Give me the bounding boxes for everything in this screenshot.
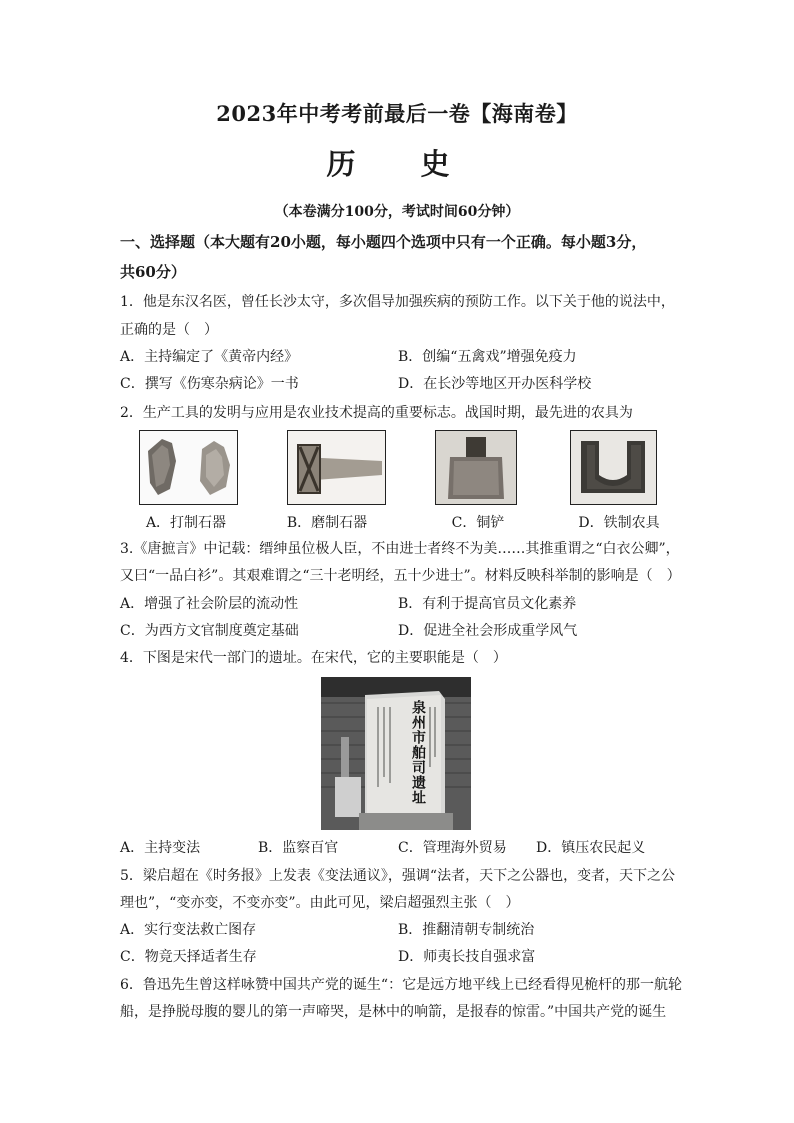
q3-stem-cont: 又曰“一品白衫”。其艰难谓之“三十老明经，五十少进士”。材料反映科举制的影响是（ ） bbox=[120, 568, 681, 584]
q3-option-d: D．促进全社会形成重学风气 bbox=[398, 623, 578, 639]
q1-stem: 1．他是东汉名医，曾任长沙太守，多次倡导加强疾病的预防工作。以下关于他的说法中， bbox=[120, 294, 675, 310]
q3-option-c: C．为西方文官制度奠定基础 bbox=[120, 623, 299, 639]
q2-option-c: C．铜铲 bbox=[451, 515, 505, 531]
q5-option-c: C．物竞天择适者生存 bbox=[120, 949, 257, 965]
subject-title: 历 史 bbox=[326, 147, 468, 181]
q2-option-a: A．打制石器 bbox=[145, 515, 227, 531]
q3-option-b: B．有利于提高官员文化素养 bbox=[398, 596, 577, 612]
exam-note: （本卷满分100分，考试时间60分钟） bbox=[274, 204, 520, 220]
q5-option-d: D．师夷长技自强求富 bbox=[398, 949, 536, 965]
polished-stone-image bbox=[287, 430, 386, 505]
q4-option-c: C．管理海外贸易 bbox=[398, 840, 507, 856]
q1-stem-cont: 正确的是（ ） bbox=[120, 322, 218, 338]
q6-stem: 6．鲁迅先生曾这样咏赞中国共产党的诞生“：它是远方地平线上已经看得见桅杆的那一航轮 bbox=[120, 977, 683, 993]
q1-option-b: B．创编“五禽戏”增强免疫力 bbox=[398, 349, 577, 365]
q1-option-d: D．在长沙等地区开办医科学校 bbox=[398, 376, 592, 392]
section-heading-cont: 共60分） bbox=[120, 263, 186, 281]
shibosi-stele-image bbox=[321, 677, 471, 830]
q4-option-d: D．镇压农民起义 bbox=[536, 840, 646, 856]
q5-stem-cont: 理也”，“变亦变，不变亦变”。由此可见，梁启超强烈主张（ ） bbox=[120, 895, 520, 911]
q1-option-c: C．撰写《伤寒杂病论》一书 bbox=[120, 376, 299, 392]
q4-stem: 4．下图是宋代一部门的遗址。在宋代，它的主要职能是（ ） bbox=[120, 650, 507, 666]
iron-tool-image bbox=[570, 430, 657, 505]
q4-option-a: A．主持变法 bbox=[120, 840, 201, 856]
q2-option-d: D．铁制农具 bbox=[578, 515, 660, 531]
section-heading: 一、选择题（本大题有20小题，每小题四个选项中只有一个正确。每小题3分， bbox=[120, 233, 647, 251]
stele-inscription: 泉州市舶司遗址 bbox=[410, 700, 426, 805]
q5-option-b: B．推翻清朝专制统治 bbox=[398, 922, 535, 938]
q2-stem: 2．生产工具的发明与应用是农业技术提高的重要标志。战国时期，最先进的农具为 bbox=[120, 405, 633, 421]
q1-option-a: A．主持编定了《黄帝内经》 bbox=[120, 349, 299, 365]
q6-stem-cont: 船，是挣脱母腹的婴儿的第一声啼哭，是林中的响箭，是报春的惊雷。”中国共产党的诞生 bbox=[120, 1004, 667, 1020]
page-title: 2023年中考考前最后一卷【海南卷】 bbox=[216, 101, 578, 126]
q3-stem: 3.《唐摭言》中记载：缙绅虽位极人臣，不由进士者终不为美……其推重谓之“白衣公卿”， bbox=[120, 541, 680, 557]
q5-stem: 5．梁启超在《时务报》上发表《变法通议》，强调“法者，天下之公器也，变者，天下之公 bbox=[120, 868, 676, 884]
q4-option-b: B．监察百官 bbox=[258, 840, 339, 856]
chipped-stone-image bbox=[139, 430, 238, 505]
bronze-shovel-image bbox=[435, 430, 517, 505]
q5-option-a: A．实行变法救亡图存 bbox=[120, 922, 257, 938]
q3-option-a: A．增强了社会阶层的流动性 bbox=[120, 596, 299, 612]
q2-option-b: B．磨制石器 bbox=[286, 515, 368, 531]
